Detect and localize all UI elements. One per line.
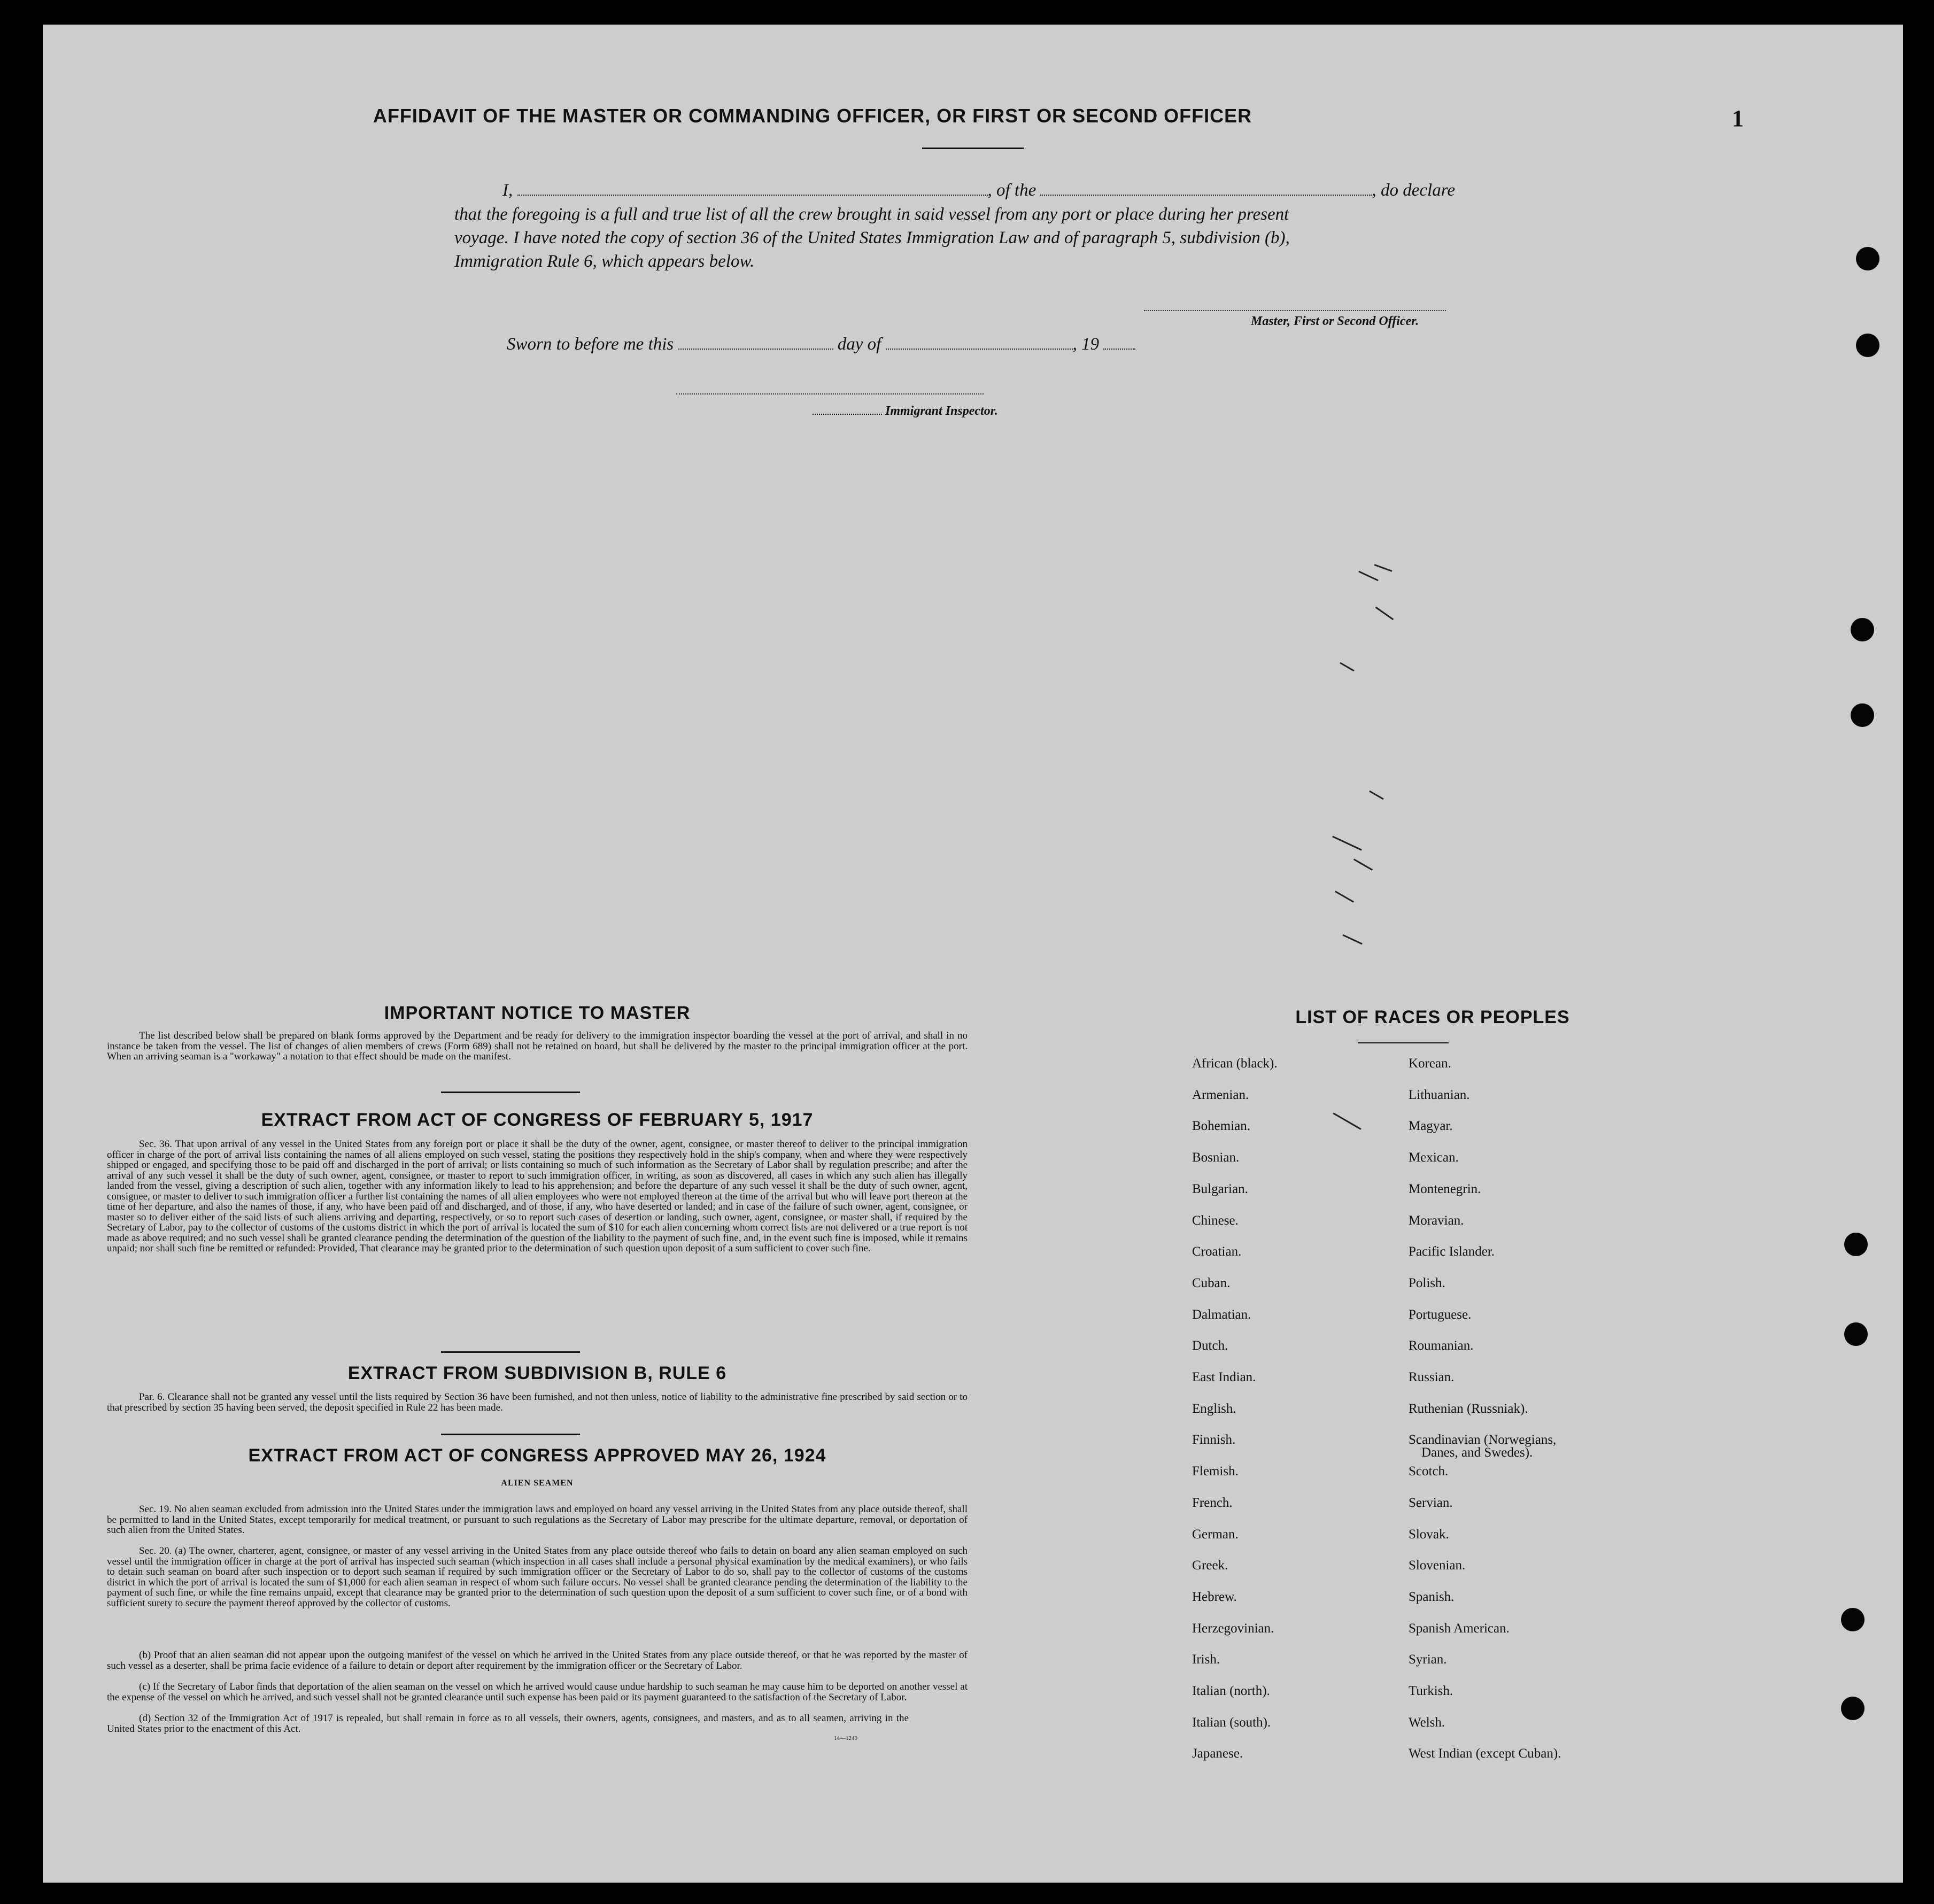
sec20a-text: Sec. 20. (a) The owner, charterer, agent, consignee, or master of any vessel arriving in the United States from any place outside thereof who fails to detain on board any alien seaman employed on such vessel until the immigration officer in charge at the port of arrival has inspected such seaman (which inspection in all cases shall include a personal physical examination by the medical examiners), or who fails to detain such seaman on board after such inspection or to deport such seaman if required by such immigration officer or the Secretary of Labor to do so, shall pay to the collector of customs of the customs district in which the port of arrival is located the sum of $1,000 for each alien seaman in respect of whom such failure occurs. No vessel shall be granted clearance pending the determination of the liability to the payment of such fine, or while the fine remains unpaid, except that clearance may be granted prior to the determination of such question upon the deposit of a sum sufficient to cover such fine, or of a bond with sufficient surety to secure the payment thereof approved by the collector of customs. xyxy=(107,1545,968,1609)
race-item: Ruthenian (Russniak). xyxy=(1409,1401,1528,1416)
race-item: Montenegrin. xyxy=(1409,1181,1481,1196)
declaration-i: I, xyxy=(502,181,513,200)
notice-text: The list described below shall be prepared on blank forms approved by the Department and be ready for delivery to the immigration inspector boarding the vessel at the port of arrival, and shall in no instance be taken from the vessel. The list of changes of alien members of crews (Form 689) shall not be retained on board, but shall be delivered by the master to the principal immigration officer at the port. When an arriving seaman is a "workaway" a notation to that effect should be made on the manifest. xyxy=(107,1030,968,1062)
stray-mark xyxy=(1374,564,1393,572)
declaration-line-4: Immigration Rule 6, which appears below. xyxy=(454,252,755,271)
race-item: Magyar. xyxy=(1409,1119,1453,1134)
sec20d-text: (d) Section 32 of the Immigration Act of 1917 is repealed, but shall remain in force as to all vessels, their owners, agents, consignees, and masters, and as to all seamen, arriving in the United States prior to the enactment of this Act. xyxy=(107,1713,909,1735)
race-item: Slovenian. xyxy=(1409,1558,1466,1573)
punch-hole xyxy=(1851,618,1874,641)
race-item: French. xyxy=(1192,1495,1233,1510)
race-item: Spanish. xyxy=(1409,1589,1455,1604)
sworn-day-of: day of xyxy=(837,335,881,354)
race-item: Polish. xyxy=(1409,1275,1445,1290)
stray-mark xyxy=(1332,835,1362,850)
punch-hole xyxy=(1844,1322,1868,1346)
punch-hole xyxy=(1841,1697,1865,1720)
extract-1917-text: Sec. 36. That upon arrival of any vessel in the United States from any foreign port or place it shall be the duty of the owner, agent, consignee, or master thereof to deliver to the principal immigration officer in charge of the port of arrival lists containing the names of all aliens employed on such vessel, stating the positions they respectively hold in the ship's company, when and where they were respectively shipped or engaged, and specifying those to be paid off and discharged in the port of arrival; or lists containing so much of such information as the Secretary of Labor shall by regulation prescribe; and after the arrival of any such vessel it shall be the duty of such owner, agent, consignee, or master to report to such immigration officer, in writing, as soon as discovered, all cases in which any such alien has illegally landed from the vessel, giving a description of such alien, together with any information likely to lead to his apprehension; and before the departure of any such vessel it shall be the duty of such owner, agent, consignee, or master to deliver to such immigration officer a further list containing the names of all alien employees who were not employed thereon at the time of the arrival but who will leave port thereon at the time of her departure, and also the names of those, if any, who have been paid off and discharged, and of those, if any, who have deserted or landed; and in case of the failure of such owner, agent, consignee, or master so to deliver either of the said lists of such aliens arriving and departing, respectively, or so to report such cases of desertion or landing, such owner, agent, consignee, or master shall, if required by the Secretary of Labor, pay to the collector of customs of the customs district in which the port of arrival is located the sum of $10 for each alien concerning whom correct lists are not delivered or a true report is not made as above required; and no such vessel shall be granted clearance pending the determination of the question of the liability to the payment of such fine, and, in the event such fine is imposed, while it remains unpaid; nor shall such fine be remitted or refunded: Provided, That clearance may be granted prior to the determination of such question upon deposit of a sum sufficient to cover such fine. xyxy=(107,1139,968,1254)
sworn-date-blank xyxy=(678,346,833,350)
race-item: West Indian (except Cuban). xyxy=(1409,1746,1561,1761)
race-item: Herzegovinian. xyxy=(1192,1621,1274,1636)
race-item: Bosnian. xyxy=(1192,1150,1240,1165)
punch-hole xyxy=(1856,247,1879,270)
sec20c-text: (c) If the Secretary of Labor finds that deportation of the alien seaman on the vessel on which he arrived would cause undue hardship to such seaman he may cause him to be deported on another vessel at the expense of the vessel on which he arrived, and such vessel shall not be granted clearance until such expense has been paid or its payment guaranteed to the satisfaction of the Secretary of Labor. xyxy=(107,1681,968,1703)
race-item: Bulgarian. xyxy=(1192,1181,1248,1196)
punch-hole xyxy=(1856,334,1879,357)
stray-mark xyxy=(1342,934,1363,945)
races-divider xyxy=(1358,1042,1449,1043)
master-signature-line xyxy=(1144,309,1446,311)
name-blank xyxy=(517,192,988,196)
punch-hole xyxy=(1844,1233,1868,1256)
inspector-signature-label xyxy=(813,404,998,419)
race-item: Moravian. xyxy=(1409,1213,1464,1228)
race-item: Syrian. xyxy=(1409,1652,1447,1667)
punch-hole xyxy=(1851,703,1874,727)
sec20b-text: (b) Proof that an alien seaman did not appear upon the outgoing manifest of the vessel on which he arrived in the United States from any place outside thereof, or that he was reported by the master of such vessel as a deserter, shall be prima facie evidence of a failure to detain or deport after requirement by the immigration officer or the Secretary of Labor. xyxy=(107,1650,968,1671)
form-number: 14—1240 xyxy=(834,1735,857,1742)
race-item: Portuguese. xyxy=(1409,1307,1472,1322)
race-item: Scotch. xyxy=(1409,1464,1449,1479)
extract-1917-title: EXTRACT FROM ACT OF CONGRESS OF FEBRUARY 5, 1917 xyxy=(261,1110,814,1130)
rule6-title: EXTRACT FROM SUBDIVISION B, RULE 6 xyxy=(347,1363,727,1383)
rule6-text: Par. 6. Clearance shall not be granted any vessel until the lists required by Section 36 have been furnished, and not then unless, notice of liability to the administrative fine prescribed by said section or to that prescribed by section 35 having been served, the deposit specified in Rule 22 has been made. xyxy=(107,1391,968,1413)
declaration-line-2: that the foregoing is a full and true list of all the crew brought in said vessel from any port or place during her present xyxy=(454,205,1289,224)
stray-mark xyxy=(1375,607,1394,620)
race-item: Italian (north). xyxy=(1192,1684,1270,1698)
race-item: African (black). xyxy=(1192,1056,1278,1071)
race-item: Slovak. xyxy=(1409,1527,1449,1542)
declaration-line-3: voyage. I have noted the copy of section 36 of the United States Immigration Law and of paragraph 5, subdivision (b), xyxy=(454,228,1290,247)
sworn-text: Sworn to before me this xyxy=(507,335,674,354)
stray-mark xyxy=(1369,791,1383,800)
divider xyxy=(441,1434,580,1435)
race-item: Welsh. xyxy=(1409,1715,1445,1730)
declaration-of-the: , of the xyxy=(987,181,1036,200)
page-number: 1 xyxy=(1732,105,1744,131)
race-item: Korean. xyxy=(1409,1056,1451,1071)
master-signature-label: Master, First or Second Officer. xyxy=(1251,314,1419,328)
sworn-year: , 19 xyxy=(1072,335,1100,354)
race-item: Turkish. xyxy=(1409,1684,1453,1698)
inspector-lead-dots xyxy=(813,412,882,415)
race-item: Hebrew. xyxy=(1192,1589,1237,1604)
race-item: Armenian. xyxy=(1192,1087,1249,1102)
sworn-year-blank xyxy=(1103,346,1135,350)
notice-title: IMPORTANT NOTICE TO MASTER xyxy=(384,1003,691,1023)
declaration-line-1 xyxy=(502,181,1455,200)
race-item: Flemish. xyxy=(1192,1464,1239,1479)
race-item: Cuban. xyxy=(1192,1275,1231,1290)
race-item: Servian. xyxy=(1409,1495,1453,1510)
declaration-declare: , do declare xyxy=(1372,181,1455,200)
race-item: Dutch. xyxy=(1192,1338,1228,1353)
race-item: Bohemian. xyxy=(1192,1119,1251,1134)
race-item: Pacific Islander. xyxy=(1409,1244,1495,1259)
race-item: Croatian. xyxy=(1192,1244,1242,1259)
extract-1924-title: EXTRACT FROM ACT OF CONGRESS APPROVED MAY 26, 1924 xyxy=(248,1445,826,1466)
race-item: Irish. xyxy=(1192,1652,1220,1667)
divider xyxy=(441,1351,580,1353)
race-item: Italian (south). xyxy=(1192,1715,1271,1730)
race-item: East Indian. xyxy=(1192,1370,1256,1384)
punch-hole xyxy=(1841,1608,1865,1631)
sworn-month-blank xyxy=(886,346,1073,350)
alien-seamen-subtitle: ALIEN SEAMEN xyxy=(501,1479,574,1488)
inspector-label-text: Immigrant Inspector. xyxy=(885,404,998,418)
race-item: Greek. xyxy=(1192,1558,1228,1573)
race-item: Lithuanian. xyxy=(1409,1087,1470,1102)
race-item: Roumanian. xyxy=(1409,1338,1474,1353)
vessel-blank xyxy=(1040,192,1372,196)
sworn-line xyxy=(507,335,1135,354)
race-item: Dalmatian. xyxy=(1192,1307,1251,1322)
race-item: Japanese. xyxy=(1192,1746,1243,1761)
title-divider xyxy=(922,148,1024,149)
sec19-text: Sec. 19. No alien seaman excluded from admission into the United States under the immigration laws and employed on board any vessel arriving in the United States from any place outside thereof, shall be permitted to land in the United States, except temporarily for medical treatment, or pursuant to such regulations as the Secretary of Labor may prescribe for the ultimate departure, removal, or deportation of such alien from the United States. xyxy=(107,1504,968,1536)
inspector-signature-line xyxy=(676,392,984,394)
stray-mark xyxy=(1335,891,1354,903)
stray-mark xyxy=(1358,571,1379,582)
stray-mark xyxy=(1353,858,1373,871)
race-item: English. xyxy=(1192,1401,1236,1416)
stray-mark xyxy=(1340,662,1354,672)
race-item: German. xyxy=(1192,1527,1239,1542)
race-item: Finnish. xyxy=(1192,1433,1236,1448)
races-title: LIST OF RACES OR PEOPLES xyxy=(1295,1007,1570,1027)
race-item: Mexican. xyxy=(1409,1150,1459,1165)
race-item: Scandinavian (Norwegians, xyxy=(1409,1433,1557,1448)
race-item: Spanish American. xyxy=(1409,1621,1510,1636)
divider xyxy=(441,1092,580,1093)
race-item: Chinese. xyxy=(1192,1213,1239,1228)
race-item: Russian. xyxy=(1409,1370,1455,1384)
document-page xyxy=(43,25,1903,1883)
stray-mark xyxy=(1333,1112,1361,1130)
affidavit-title: AFFIDAVIT OF THE MASTER OR COMMANDING OFFICER, OR FIRST OR SECOND OFFICER xyxy=(373,105,1252,127)
race-item-continuation: Danes, and Swedes). xyxy=(1421,1445,1533,1460)
